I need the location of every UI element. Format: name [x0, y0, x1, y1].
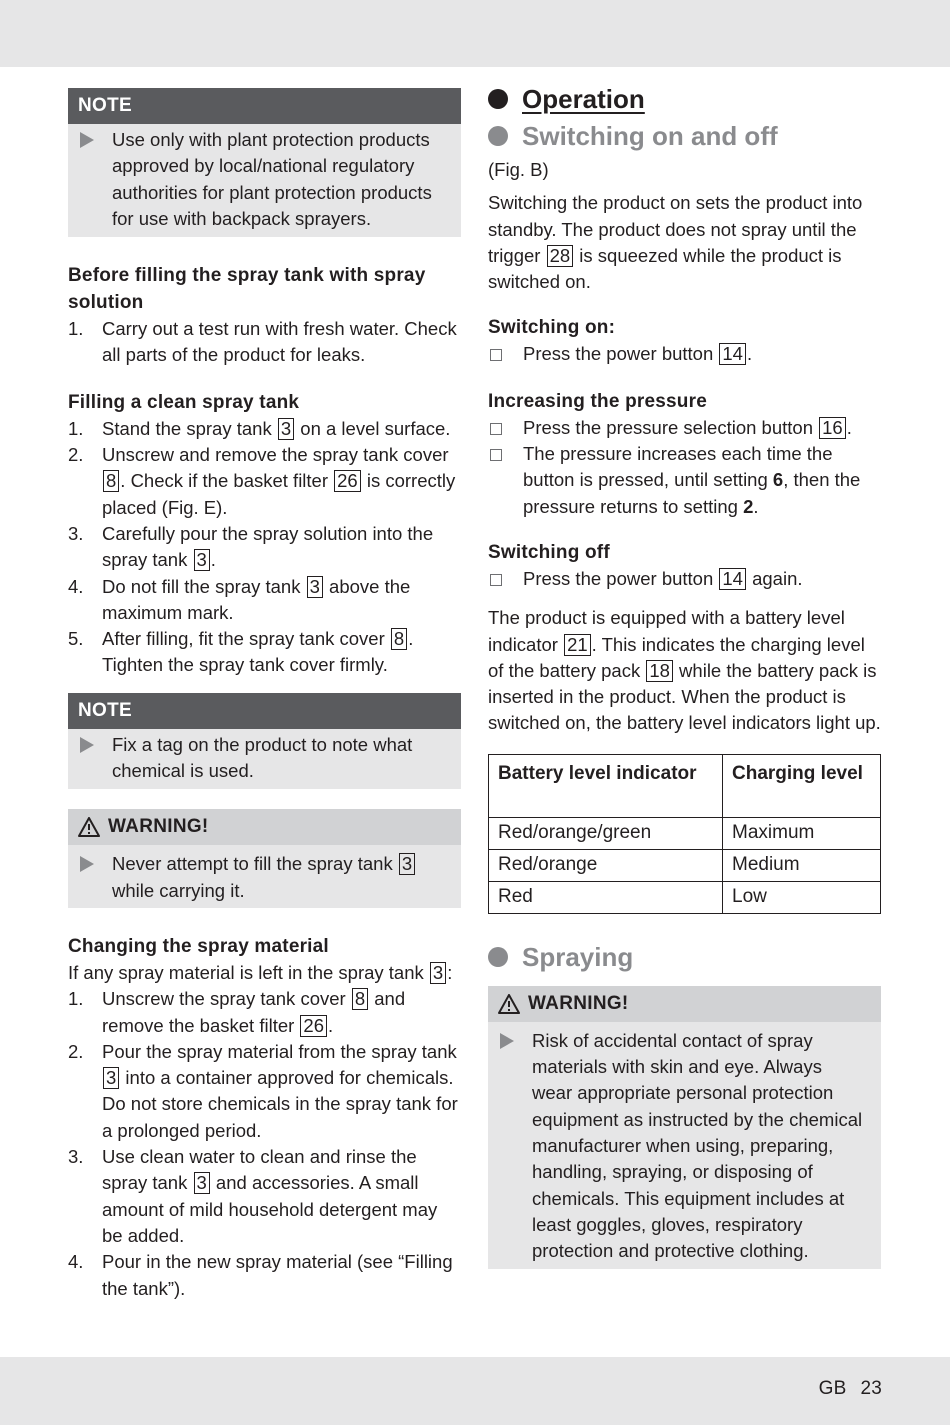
changing-intro: If any spray material is left in the spray tank 3 : — [68, 961, 453, 983]
bullet-triangle-icon — [80, 737, 94, 753]
note-box-2 — [68, 693, 461, 790]
table-row — [489, 849, 881, 881]
table-row — [489, 881, 881, 913]
list-item: 1. Carry out a test run with fresh water. Check all parts of the product for leaks. — [68, 318, 457, 366]
warning-triangle-icon — [78, 817, 100, 837]
warning-triangle-icon — [498, 994, 520, 1014]
switching-on-list — [488, 341, 881, 367]
note-title: NOTE — [68, 88, 461, 124]
filling-list — [68, 416, 461, 679]
reference-number: 26 — [334, 470, 361, 492]
reference-number: 8 — [391, 628, 407, 650]
list-item: 1. Unscrew the spray tank cover 8 and remove the basket filter 26 . — [68, 988, 406, 1036]
reference-number: 3 — [194, 549, 210, 571]
reference-number: 18 — [646, 660, 673, 682]
bullet-dot-icon — [488, 947, 508, 967]
table-header: Battery level indicator — [489, 754, 723, 817]
bullet-dot-icon — [488, 126, 508, 146]
note-box-1 — [68, 88, 461, 237]
page-footer — [805, 1376, 882, 1402]
warning-title: WARNING! — [528, 992, 629, 1014]
reference-number: 14 — [719, 343, 746, 365]
table-cell: Maximum — [723, 817, 881, 849]
heading-switching: Switching on and off — [488, 121, 881, 151]
reference-number: 14 — [719, 568, 746, 590]
pressure-list — [488, 415, 881, 520]
table-row — [489, 817, 881, 849]
note-text: Use only with plant protection products approved by local/national regulatory authorities for plant protection products for use with backpack sprayers. — [112, 129, 432, 229]
warning-box-1 — [68, 809, 461, 908]
list-item: 2. Unscrew and remove the spray tank cover 8 . Check if the basket filter 26 is correctly placed (Fig. E). — [68, 444, 456, 518]
battery-level-table — [488, 754, 881, 914]
reference-number: 8 — [352, 988, 368, 1010]
list-item: 5. After filling, fit the spray tank cover 8 . Tighten the spray tank cover firmly. — [68, 628, 414, 676]
note-text: Fix a tag on the product to note what chemical is used. — [112, 733, 413, 782]
list-item: 4. Do not fill the spray tank 3 above the maximum mark. — [68, 575, 411, 623]
bullet-triangle-icon — [80, 856, 94, 872]
left-column — [68, 88, 461, 1302]
table-cell: Red — [489, 881, 723, 913]
right-column — [488, 84, 881, 1269]
top-band — [0, 0, 950, 67]
warning-text: Risk of accidental contact of spray materials with skin and eye. Always wear appropriate personal protection equipment as instructed by the chemical manufacturer when using, preparing, handling, spraying, or disposing of chemicals. This equipment includes at least goggles, gloves, respiratory protection and protective clothing. — [532, 1029, 863, 1262]
table-cell: Red/orange — [489, 849, 723, 881]
table-header: Charging level — [723, 754, 881, 817]
section-title-before-filling: Before filling the spray tank with spray solution — [68, 265, 426, 314]
reference-number: 28 — [547, 245, 574, 267]
warning-text: Never attempt to fill the spray tank 3 while carrying it. — [112, 851, 443, 904]
warning-box-2 — [488, 986, 881, 1270]
table-cell: Medium — [723, 849, 881, 881]
list-item: 1. Stand the spray tank 3 on a level surface. — [68, 417, 451, 439]
list-item: Press the pressure selection button 16 . — [488, 415, 881, 441]
section-title-switching-off: Switching off — [488, 541, 610, 563]
list-item: Press the power button 14 . — [488, 341, 881, 367]
reference-number: 3 — [307, 576, 323, 598]
reference-number: 3 — [399, 853, 415, 875]
switching-off-list — [488, 566, 881, 592]
page-number: 23 — [860, 1378, 882, 1399]
figure-reference: (Fig. B) — [488, 159, 549, 180]
reference-number: 16 — [819, 417, 846, 439]
language-code: GB — [818, 1378, 847, 1399]
list-item: 3. Use clean water to clean and rinse the spray tank 3 and accessories. A small amount of mild household detergent may be added. — [68, 1146, 438, 1246]
battery-paragraph: The product is equipped with a battery level indicator 21 . This indicates the charging level of the battery pack 18 while the battery pack is inserted in the product. When the product is switched on, the battery level indicators light up. — [488, 607, 881, 734]
table-cell: Low — [723, 881, 881, 913]
section-title-switching-on: Switching on: — [488, 317, 616, 339]
reference-number: 3 — [103, 1067, 119, 1089]
reference-number: 26 — [300, 1015, 327, 1037]
changing-list — [68, 986, 461, 1302]
list-item: 3. Carefully pour the spray solution into the spray tank 3 . — [68, 522, 434, 571]
reference-number: 3 — [278, 418, 294, 440]
heading-operation: Operation — [488, 84, 881, 114]
list-item: The pressure increases each time the button is pressed, until setting 6, then the pressure returns to setting 2. — [488, 441, 881, 520]
section-title-changing: Changing the spray material — [68, 935, 329, 957]
checkbox-square-icon — [490, 574, 502, 586]
reference-number: 8 — [103, 470, 119, 492]
before-filling-list — [68, 316, 461, 369]
warning-title: WARNING! — [108, 816, 209, 838]
checkbox-square-icon — [490, 349, 502, 361]
switch-paragraph: Switching the product on sets the product into standby. The product does not spray until the trigger 28 is squeezed while the product is switched on. — [488, 192, 863, 293]
reference-number: 3 — [430, 962, 446, 984]
list-item: 4. Pour in the new spray material (see “Filling the tank”). — [68, 1251, 453, 1299]
table-cell: Red/orange/green — [489, 817, 723, 849]
section-title-filling: Filling a clean spray tank — [68, 391, 300, 413]
checkbox-square-icon — [490, 423, 502, 435]
bullet-triangle-icon — [80, 132, 94, 148]
heading-spraying: Spraying — [488, 942, 881, 972]
note-title: NOTE — [68, 693, 461, 729]
table-header-row — [489, 754, 881, 817]
reference-number: 21 — [564, 634, 591, 656]
reference-number: 3 — [194, 1172, 210, 1194]
section-title-pressure: Increasing the pressure — [488, 390, 707, 412]
bullet-dot-icon — [488, 89, 508, 109]
list-item: Press the power button 14 again. — [488, 566, 881, 592]
checkbox-square-icon — [490, 449, 502, 461]
bullet-triangle-icon — [500, 1033, 514, 1049]
list-item: 2. Pour the spray material from the spray tank 3 into a container approved for chemicals. Do not store chemicals in the spray tank for a prolonged period. — [68, 1040, 458, 1141]
